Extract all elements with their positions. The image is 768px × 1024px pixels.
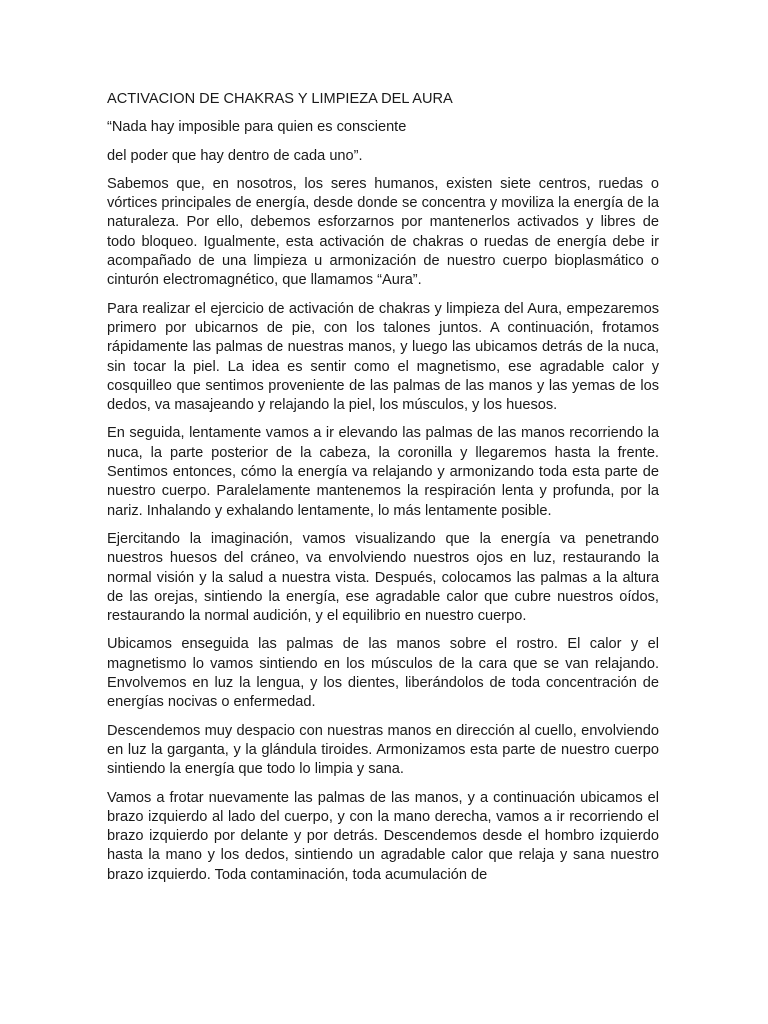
paragraph-3: En seguida, lentamente vamos a ir elevando las palmas de las manos recorriendo la nuca, la parte posterior de la cabeza, la coronilla y llegaremos hasta la frente. Sentimos entonces, cómo la energía va relajando y armonizando toda esta parte de nuestro cuerpo. Paralelamente mantenemos la respiración lenta y profunda, por la nariz. Inhalando y exhalando lentamente, lo más lentamente posible.: [107, 425, 659, 519]
paragraph-5: Ubicamos enseguida las palmas de las manos sobre el rostro. El calor y el magnetismo lo vamos sintiendo en los músculos de la cara que se van relajando. Envolvemos en luz la lengua, y los dientes, liberándolos de toda concentración de energías nocivas o enfermedad.: [107, 636, 659, 711]
document-title: ACTIVACION DE CHAKRAS Y LIMPIEZA DEL AURA: [107, 91, 453, 107]
paragraph-6: Descendemos muy despacio con nuestras manos en dirección al cuello, envolviendo en luz la garganta, y la glándula tiroides. Armonizamos esta parte de nuestro cuerpo sintiendo la energía que todo lo limpia y sana.: [107, 722, 659, 778]
quote-line-1: “Nada hay imposible para quien es consciente: [107, 119, 407, 136]
quote-line-2: del poder que hay dentro de cada uno”.: [107, 147, 363, 164]
paragraph-1: Sabemos que, en nosotros, los seres humanos, existen siete centros, ruedas o vórtices principales de energía, desde donde se concentra y moviliza la energía de la naturaleza. Por ello, debemos esforzarnos por mantenerlos activados y libres de todo bloqueo. Igualmente, esta activación de chakras o ruedas de energía debe ir acompañado de una limpieza u armonización de nuestro cuerpo bioplasmático o cinturón electromagnético, que llamamos “Aura”.: [107, 175, 659, 289]
paragraph-7: Vamos a frotar nuevamente las palmas de las manos, y a continuación ubicamos el brazo izquierdo al lado del cuerpo, y con la mano derecha, vamos a ir recorriendo el brazo izquierdo por delante y por detrás. Descendemos desde el hombro izquierdo hasta la mano y los dedos, sintiendo un agradable calor que relaja y sana nuestro brazo izquierdo. Toda contaminación, toda acumulación de: [107, 789, 659, 883]
document-body: [107, 90, 659, 894]
paragraph-2: Para realizar el ejercicio de activación de chakras y limpieza del Aura, empezaremos primero por ubicarnos de pie, con los talones juntos. A continuación, frotamos rápidamente las palmas de nuestras manos, y luego las ubicamos detrás de la nuca, sin tocar la piel. La idea es sentir como el magnetismo, ese agradable calor y cosquilleo que sentimos proveniente de las palmas de las manos y las yemas de los dedos, va masajeando y relajando la piel, los músculos, y los huesos.: [107, 300, 659, 414]
paragraph-4: Ejercitando la imaginación, vamos visualizando que la energía va penetrando nuestros huesos del cráneo, va envolviendo nuestros ojos en luz, restaurando la normal visión y la salud a nuestra vista. Después, colocamos las palmas a la altura de las orejas, sintiendo la energía, ese agradable calor que cubre nuestros oídos, restaurando la normal audición, y el equilibrio en nuestro cuerpo.: [107, 530, 659, 625]
